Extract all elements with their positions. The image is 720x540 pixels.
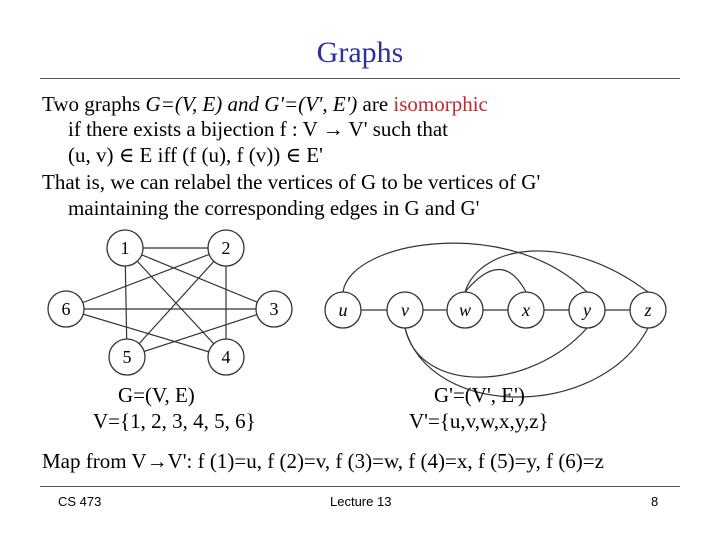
- mapping-line: Map from V→V': f (1)=u, f (2)=v, f (3)=w, f (4)=x, f (5)=y, f (6)=z: [42, 449, 604, 473]
- footer-divider: [40, 486, 680, 487]
- vertex-label-x: x: [522, 300, 530, 320]
- vertex-label-3: 3: [269, 299, 279, 319]
- footer-lecture: Lecture 13: [330, 494, 392, 509]
- footer-course: CS 473: [58, 494, 102, 509]
- definition-line-2: if there exists a bijection f : V → V' such that: [68, 117, 448, 141]
- graph-g2-vertex-set: V'={u,v,w,x,y,z}: [409, 409, 549, 433]
- footer-page-number: 8: [651, 494, 659, 509]
- edge-w-x-arc: [465, 270, 526, 293]
- vertex-label-6: 6: [61, 299, 71, 319]
- vertex-label-z: z: [644, 300, 652, 320]
- definition-line-3: (u, v) ∈ E iff (f (u), f (v)) ∈ E': [68, 143, 323, 167]
- graph-g2-definition: G'=(V', E'): [434, 383, 525, 407]
- isomorphic-term: isomorphic: [393, 92, 488, 116]
- graph-g-labels: [62, 238, 279, 367]
- relabel-line-1: That is, we can relabel the vertices of G to be vertices of G': [42, 170, 541, 194]
- vertex-label-y: y: [583, 300, 591, 320]
- definition-text-c: are: [357, 92, 394, 116]
- vertex-label-1: 1: [120, 238, 130, 258]
- definition-text-a: Two graphs: [42, 92, 146, 116]
- relabel-line-2: maintaining the corresponding edges in G and G': [68, 196, 480, 220]
- graph-g-vertex-set: V={1, 2, 3, 4, 5, 6}: [93, 409, 256, 433]
- vertex-label-4: 4: [221, 347, 231, 367]
- edge-w-z-arc: [465, 251, 648, 292]
- graph-pair-formula: G=(V, E) and G'=(V', E'): [145, 92, 358, 116]
- graph-g-definition: G=(V, E): [118, 383, 195, 407]
- vertex-label-5: 5: [122, 347, 132, 367]
- edge-u-y-arc: [343, 243, 587, 292]
- vertex-label-u: u: [338, 300, 348, 320]
- vertex-label-2: 2: [221, 238, 231, 258]
- graph-g-edges: [66, 248, 274, 357]
- vertex-label-w: w: [458, 300, 472, 320]
- vertex-label-v: v: [401, 300, 409, 320]
- slide-title: Graphs: [316, 36, 404, 69]
